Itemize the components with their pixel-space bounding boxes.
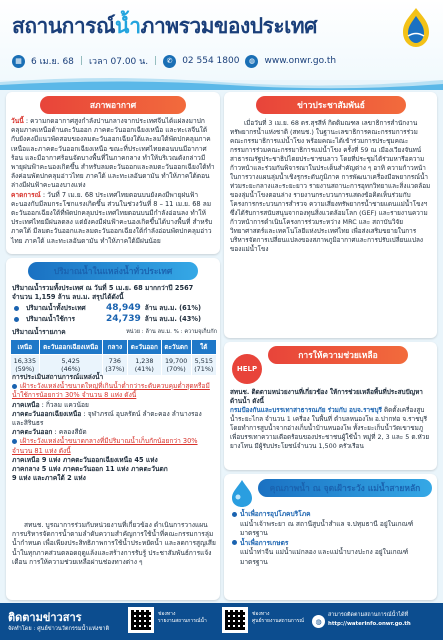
summary-label: ปริมาณน้ำใช้การ [26, 315, 76, 324]
region-label: ภาคตะวันออก [12, 428, 53, 437]
header-wave [0, 74, 443, 90]
reservoir-intro [12, 284, 217, 302]
help-badge [232, 354, 262, 384]
globe-icon: ◍ [312, 615, 325, 628]
calendar-icon: ▦ [12, 55, 25, 68]
weather-text [11, 117, 216, 246]
region-label: ภาคตะวันออกเฉียงเหนือ [12, 409, 82, 418]
region-list: : กิ่วลม แควน้อย [39, 400, 89, 409]
reservoir-summary [14, 304, 214, 324]
news-text [230, 119, 432, 254]
help-detail: ติดตั้งเครื่องสูบน้ำระยะไกล จำนวน 1 เครื่อง ในพื้นที่ ตำบลหนองโพ อ.ปากท่อ จ.ราชบุรี โดยทำการสูบน้ำจากอ่างเก็บน้ำบ้านหนองโพ ทั้งระยะเก็บน้ำวัดเขาชมภู เพื่อบรรเทาความเดือดร้อนของประชาชนผู้ใช้น้ำ หมู่ที่ 2, 3 และ 5 ต.หัวยยางโทน มีผู้รับประโยชน์จำนวน 1,500 ครัวเรือน [230, 406, 430, 450]
footer-follow-sub: จัดทำโดย : ศูนย์ข่าวนวัตกรรมน้ำแห่งชาติ [8, 626, 110, 632]
qr-code-1[interactable] [128, 607, 154, 633]
medium-reservoir-watch: เฝ้าระวังแหล่งน้ำขนาดกลางที่มีปริมาณน้ำเก็บกักน้อยกว่า 30% จำนวน 81 แห่ง ดังนี้ [12, 437, 198, 455]
qr-label-2: ช่องทาง ศูนย์รายงานสถานการณ์ [252, 611, 305, 624]
report-time: เวลา 07.00 น. [88, 57, 149, 67]
quality-item-title: น้ำเพื่อการเกษตร [240, 538, 289, 547]
help-intro: สทนช. ติดตามหน่วยงานที่เกี่ยวข้อง ให้การช่วยเหลือพื้นที่ประสบปัญหาด้านน้ำ ดังนี้ [230, 388, 423, 405]
weather-heading-label: สภาพอากาศ [89, 101, 137, 111]
header-meta: ▦ 6 เม.ย. 68 | เวลา 07.00 น. | ✆ 02 554 1800 ◍ www.onwr.go.th [12, 52, 336, 70]
weather-heading [40, 96, 186, 114]
region-list-cont: และสิรินธร [12, 419, 44, 428]
medium-count-line: ภาคเหนือ 9 แห่ง ภาคตะวันออกเฉียงเหนือ 45 แห่ง [12, 455, 158, 464]
help-heading [268, 346, 408, 364]
qr-code-2[interactable] [222, 607, 248, 633]
region-list: : คลองสียัด [52, 428, 87, 437]
footer-site [328, 611, 440, 629]
summary-row-total [14, 304, 214, 313]
table-cell: 5,515 (71%) [191, 355, 216, 376]
today-text: : ความกดอากาศสูงกำลังปานกลางจากประเทศจีนได้แผ่ลงมาปกคลุมภาคเหนือด้านตะวันออก ภาคตะวันออกเฉียงเหนือ และทะเลจีนใต้ กับยังคงมีแนวพัดสอบของลมตะวันออกเฉียงใต้และลมใต้พัดปกคลุมภาคเหนือและภาคตะวันออกเฉียงเหนือ ขณะที่ประเทศไทยตอนบนมีอากาศร้อน และมีอากาศร้อนจัดบางพื้นที่ในภาคกลาง ทำให้บริเวณดังกล่าวมีพายุฝนฟ้าคะนองเกิดขึ้น สำหรับลมตะวันออกและลมตะวันออกเฉียงใต้ทำลังค่อนพัดปกคลุมอ่าวไทย ภาคใต้ และทะเลอันดามัน ทำให้ภาคใต้ตอนล่างมีฝนฟ้าคะนองบางแห่ง [11, 117, 215, 190]
reservoir-heading [28, 262, 198, 280]
table-cell: 5,425 (46%) [39, 355, 102, 376]
summary-row-usable [14, 315, 214, 324]
report-date: 6 เม.ย. 68 [31, 57, 74, 67]
table-cell: 736 (37%) [102, 355, 127, 376]
table-cell: 1,238 (41%) [128, 355, 162, 376]
water-drop-icon [228, 478, 256, 508]
table-header: ตะวันออก [128, 340, 162, 355]
table-cell: 16,335 (59%) [11, 355, 40, 376]
help-badge-label: HELP [236, 365, 258, 373]
table-unit: หน่วย : ล้าน ลบ.ม. % : ความจุเก็บกัก [126, 329, 217, 335]
quality-item-title: น้ำเพื่อการอุปโภคบริโภค [240, 510, 311, 518]
forecast-label: คาดการณ์ [11, 190, 41, 199]
phone-number[interactable]: 02 554 1800 [182, 56, 240, 66]
summary-value: 24,739 [106, 314, 141, 325]
globe-icon: ◍ [245, 55, 258, 68]
quality-heading [258, 479, 432, 497]
table-header: เหนือ [11, 340, 40, 355]
table-header: กลาง [102, 340, 127, 355]
assessment-text [12, 373, 217, 483]
summary-value: 48,949 [106, 303, 141, 313]
news-heading-label: ข่าวประชาสัมพันธ์ [297, 101, 365, 111]
reservoir-heading-label: ปริมาณน้ำในแหล่งน้ำทั่วประเทศ [53, 267, 173, 277]
help-text [230, 388, 432, 451]
onwr-logo-icon [397, 6, 435, 50]
reservoir-intro-text: ปริมาณน้ำรวมทั้งประเทศ ณ วันที่ 5 เม.ย. 68 มากกว่าปี 2567 [12, 284, 194, 292]
table-header: ใต้ [191, 340, 216, 355]
news-heading [256, 96, 406, 114]
help-agency: กรมป้องกันและบรรเทาสาธารณภัย ร่วมกับ อบจ.ราชบุรี [230, 406, 382, 414]
table-header: ตะวันตก [161, 340, 191, 355]
closing-paragraph: สทนช. บูรณาการร่วมกับหน่วยงานที่เกี่ยวข้อง ดำเนินการวางแผนการบริหารจัดการน้ำตามลำดับความสำคัญการใช้น้ำที่คณะกรรมการลุ่มน้ำกำหนด เพื่อเพียงประสิทธิภาพการใช้น้ำประหยัดน้ำ และลดการสูญเสียน้ำในทุกภาคส่วนตลอดฤดูแล้งและสร้างการรับรู้ ประชาสัมพันธ์การแจ้งเตือน การให้ความช่วยเหลือผ่านช่องทางต่าง ๆ [12, 521, 216, 566]
closing-text [12, 521, 217, 567]
title-part-1: สถานการณ์ [12, 14, 115, 38]
summary-unit: ล้าน ลบ.ม. (43%) [144, 315, 201, 324]
large-reservoir-watch: เฝ้าระวังแหล่งน้ำขนาดใหญ่ที่เกินน้ำต่ำกว่าระดับควบคุมต่ำสุดหรือมีน้ำใช้การน้อยกว่า 30% จำนวน 8 แห่ง ดังนี้ [12, 382, 210, 400]
summary-label: ปริมาณน้ำทั้งประเทศ [26, 304, 86, 312]
table-caption: ปริมาณน้ำรายภาค [12, 328, 66, 336]
footer [0, 603, 443, 640]
title-part-2: น้ำ [114, 14, 141, 38]
region-list: : จุฬาภรณ์ อุบลรัตน์ ลำตะคอง ลำนางรอง [81, 409, 202, 418]
footer-follow: ติดตามข่าวสาร [8, 611, 82, 624]
today-label: วันนี้ [11, 117, 24, 125]
header [0, 0, 443, 80]
title-part-3: ภาพรวมของประเทศ [140, 14, 317, 38]
quality-heading-label: คุณภาพน้ำ ณ จุดเฝ้าระวัง แม่น้ำสายหลัก [269, 484, 421, 494]
help-heading-label: การให้ความช่วยเหลือ [298, 351, 378, 361]
quality-item-text: แม่น้ำท่าจีน แม่น้ำแม่กลอง และแม่น้ำบางปะกง อยู่ในเกณฑ์มาตรฐาน [240, 548, 409, 566]
quality-item-text: แม่น้ำเจ้าพระยา ณ สถานีสูบน้ำสำแล จ.ปทุมธานี อยู่ในเกณฑ์มาตรฐาน [240, 519, 414, 537]
summary-unit: ล้าน ลบ.ม. (61%) [144, 304, 201, 312]
region-label: ภาคเหนือ [12, 400, 40, 409]
assessment-heading: การประเมินสถานการณ์แหล่งน้ำ [12, 373, 104, 381]
phone-icon: ✆ [163, 55, 176, 68]
footer-site-label: สามารถติดตามสถานการณ์น้ำได้ที่ [328, 612, 409, 618]
news-body: เมื่อวันที่ 3 เม.ย. 68 ดร.สุรสีห์ กิตติมณฑล เลขาธิการสำนักงานทรัพยากรน้ำแห่งชาติ (สทนช.) ในฐานะเลขาธิการคณะกรรมการร่วม คณะกรรมาธิการแม่น้ำโขง พร้อมคณะได้เข้าร่วมการประชุมคณะกรรมการร่วมคณะกรรมาธิการแม่น้ำโขง ครั้งที่ 59 ณ เมืองเวียงจันทน์ สาธารณรัฐประชาธิปไตยประชาชนลาว โดยที่ประชุมได้ร่วมหารือความก้าวหน้าและร่วมกันพิจารณาในประเด็นสำคัญต่าง ๆ อาทิ ความก้าวหน้าในการวางแผนลุ่มน้ำเชิงรุกระดับภูมิภาค การพัฒนาเครื่องมือพยากรณ์น้ำท่วมระยะกลางและระยะยาว รายงานสถานะการอุทกวิทยาและสิ่งแวดล้อมของลุ่มน้ำโขงตอนล่าง รายงานกระบวนการแสดงข้อคิดเห็นร่วมกับโครงการกระบวนการสำรวจ ความเสี่ยงทรัพยากรน้ำชายแดนแม่น้ำโขงฯ ซึ่งได้รับการสนับสนุนจากองทุนสิ่งแวดล้อมโลก (GEF) และรายงานความก้าวหน้าการดำเนินโครงการร่วมระหว่าง MRC และ สถาบันวิจัยวิทยาศาสตร์และเทคโนโลยีแห่งประเทศไทย เพื่อส่งเสริมขยายในการบริหารจัดการเปลี่ยนแปลงของสภาพภูมิอากาศและการปรับเปลี่ยนแปลงของแม่น้ำโขง [230, 119, 431, 253]
table-header-row [11, 340, 217, 355]
website-link[interactable]: www.onwr.go.th [264, 56, 337, 66]
forecast-text: : วันที่ 7 เม.ย. 68 ประเทศไทยตอนบนยังคงมีพายุฝนฟ้าคะนองกับมีลมกระโชกแรงเกิดขึ้น ส่วนในช่วงวันที่ 8 – 11 เม.ย. 68 ลมตะวันออกเฉียงใต้ที่พัดปกคลุมประเทศไทยตอนบนมีกำลังอ่อนลง ทำให้ประเทศไทยมีฝนลดลง แต่ยังคงมีฝนฟ้าคะนองเกิดขึ้นได้บางพื้นที่ สำหรับภาคใต้ มีลมตะวันออกและลมตะวันออกเฉียงใต้กำลังอ่อนพัดปกคลุมอ่าวไทย ภาคใต้ และทะเลอันดามัน ทำให้ภาคใต้มีฝนน้อย [11, 190, 213, 245]
table-header: ตะวันออกเฉียงเหนือ [39, 340, 102, 355]
table-caption-row [12, 328, 217, 337]
qr-label-1: ช่องทาง รายงานสถานการณ์น้ำ [158, 611, 207, 624]
medium-count-line: 9 แห่ง และภาคใต้ 2 แห่ง [12, 474, 86, 483]
regional-table [10, 339, 217, 376]
table-cell: 19,700 (70%) [161, 355, 191, 376]
page-title [12, 10, 317, 43]
quality-text [232, 510, 432, 567]
footer-site-link[interactable]: http://waterinfo.onwr.go.th [328, 621, 411, 627]
medium-count-line: ภาคกลาง 5 แห่ง ภาคตะวันออก 11 แห่ง ภาคตะวันตก [12, 465, 168, 474]
reservoir-total: จำนวน 1,159 ล้าน ลบ.ม. สรุปได้ดังนี้ [12, 293, 124, 302]
